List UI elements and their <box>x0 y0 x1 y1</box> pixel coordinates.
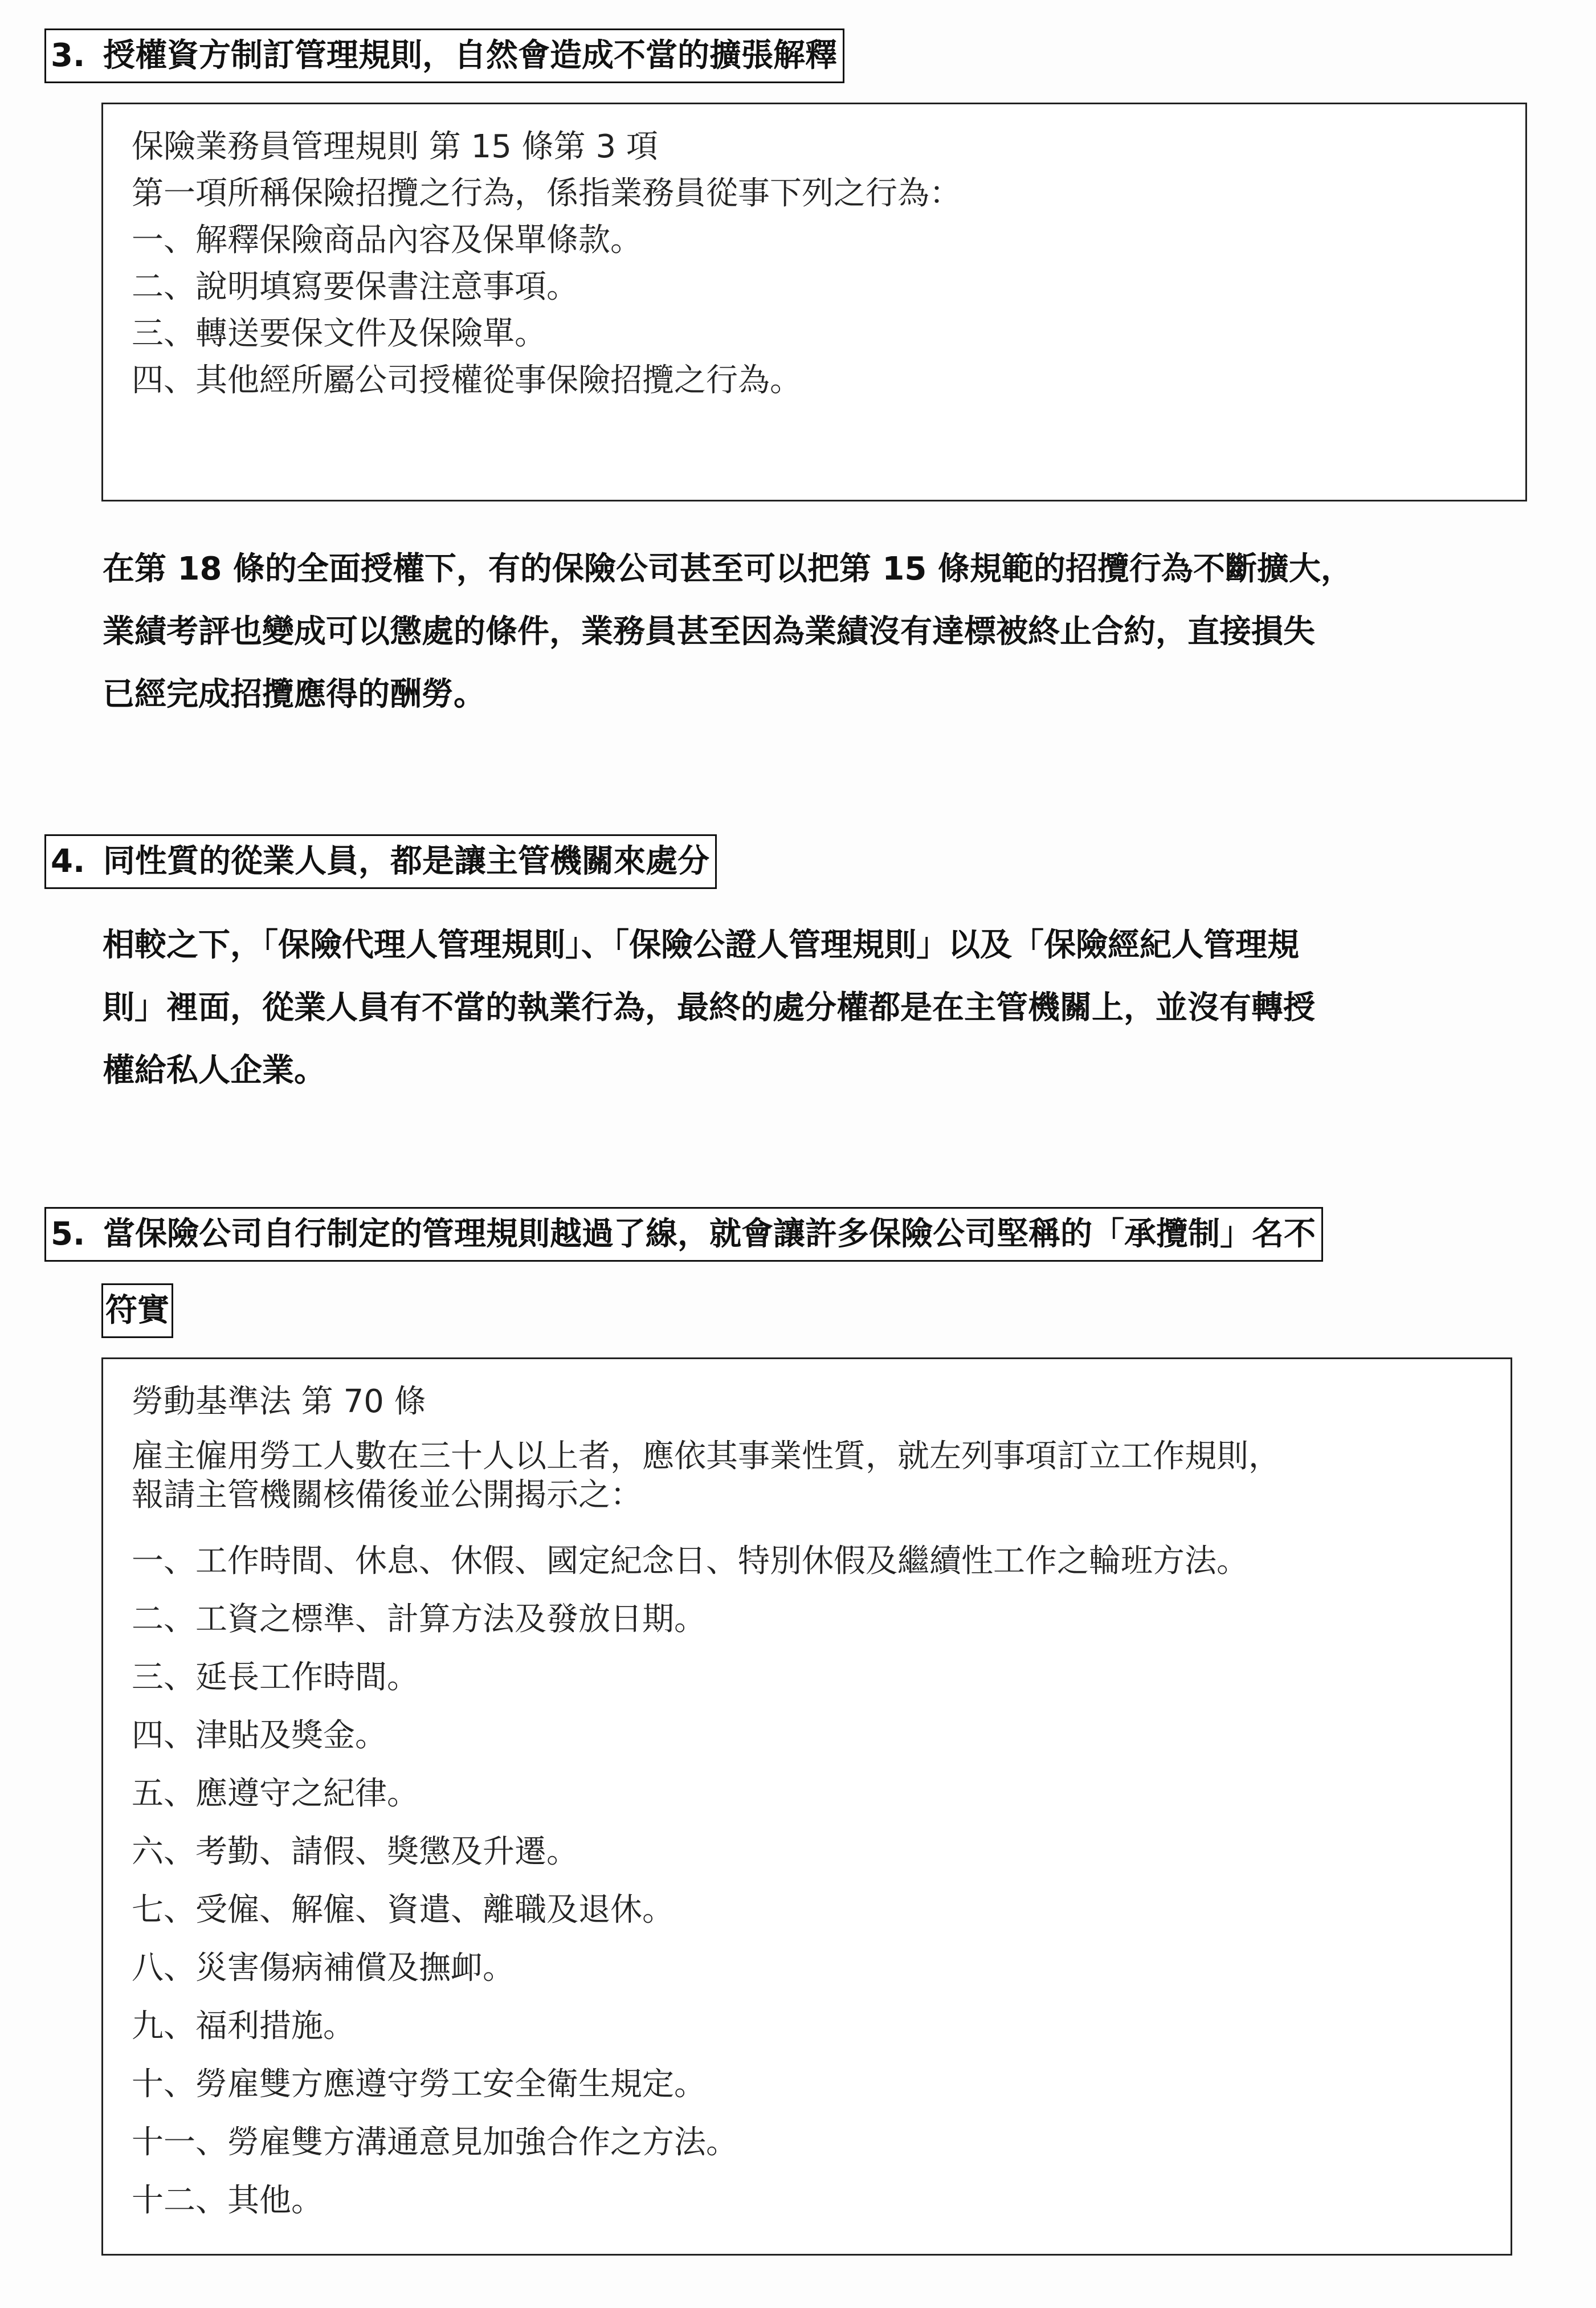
section-4-paragraph <box>103 914 1315 1102</box>
quote-item: 十一、勞雇雙方溝通意見加強合作之方法。 <box>132 2124 738 2161</box>
section-5-title-line-2: 符實 <box>105 1292 169 1329</box>
section-3-number: 3. <box>51 37 85 74</box>
quote-intro: 雇主僱用勞工人數在三十人以上者，應依其事業性質，就左列事項訂立工作規則， <box>132 1438 1280 1475</box>
section-3-heading <box>44 28 844 83</box>
paragraph-line: 權給私人企業。 <box>103 1052 326 1089</box>
quote-citation: 勞動基準法 第 70 條 <box>132 1383 426 1420</box>
quote-item: 一、解釋保險商品內容及保單條款。 <box>132 222 642 259</box>
quote-item: 九、福利措施。 <box>132 2008 355 2045</box>
section-5-quote-box <box>101 1357 1512 2256</box>
quote-item: 四、津貼及獎金。 <box>132 1717 387 1754</box>
paragraph-line: 則」裡面，從業人員有不當的執業行為，最終的處分權都是在主管機關上，並沒有轉授 <box>103 989 1315 1026</box>
quote-item: 四、其他經所屬公司授權從事保險招攬之行為。 <box>132 362 802 399</box>
section-5-heading <box>44 1207 1323 1262</box>
paragraph-line: 相較之下，「保險代理人管理規則」、「保險公證人管理規則」以及「保險經紀人管理規 <box>103 927 1299 964</box>
quote-item: 十二、其他。 <box>132 2182 323 2219</box>
paragraph-line: 在第 18 條的全面授權下，有的保險公司甚至可以把第 15 條規範的招攬行為不斷擴大， <box>103 551 1353 588</box>
quote-item: 八、災害傷病補償及撫卹。 <box>132 1950 515 1987</box>
section-3-paragraph <box>103 538 1353 726</box>
section-5-title-line-1: 當保險公司自行制定的管理規則越過了線，就會讓許多保險公司堅稱的「承攬制」名不 <box>103 1216 1316 1253</box>
section-3-quote-box <box>101 103 1527 501</box>
section-3-title: 授權資方制訂管理規則，自然會造成不當的擴張解釋 <box>103 37 837 74</box>
quote-item: 三、轉送要保文件及保險單。 <box>132 315 546 352</box>
section-4-title: 同性質的從業人員，都是讓主管機關來處分 <box>103 843 709 880</box>
section-5-heading-continued <box>101 1283 173 1338</box>
section-5-number: 5. <box>51 1216 85 1253</box>
paragraph-line: 業績考評也變成可以懲處的條件，業務員甚至因為業績沒有達標被終止合約，直接損失 <box>103 613 1315 650</box>
quote-item: 七、受僱、解僱、資遣、離職及退休。 <box>132 1891 674 1928</box>
paragraph-line: 已經完成招攬應得的酬勞。 <box>103 676 485 713</box>
quote-item: 二、說明填寫要保書注意事項。 <box>132 268 578 305</box>
quote-citation: 保險業務員管理規則 第 15 條第 3 項 <box>132 128 658 165</box>
quote-item: 二、工資之標準、計算方法及發放日期。 <box>132 1601 706 1638</box>
section-4-number: 4. <box>51 843 85 880</box>
quote-item: 三、延長工作時間。 <box>132 1659 419 1696</box>
quote-item: 十、勞雇雙方應遵守勞工安全衛生規定。 <box>132 2066 706 2103</box>
quote-intro: 報請主管機關核備後並公開揭示之： <box>132 1477 642 1514</box>
section-4-heading <box>44 834 717 889</box>
quote-intro: 第一項所稱保險招攬之行為，係指業務員從事下列之行為： <box>132 175 961 212</box>
quote-item: 五、應遵守之紀律。 <box>132 1775 419 1812</box>
quote-item: 六、考勤、請假、獎懲及升遷。 <box>132 1833 578 1870</box>
quote-item: 一、工作時間、休息、休假、國定紀念日、特別休假及繼續性工作之輪班方法。 <box>132 1543 1248 1580</box>
